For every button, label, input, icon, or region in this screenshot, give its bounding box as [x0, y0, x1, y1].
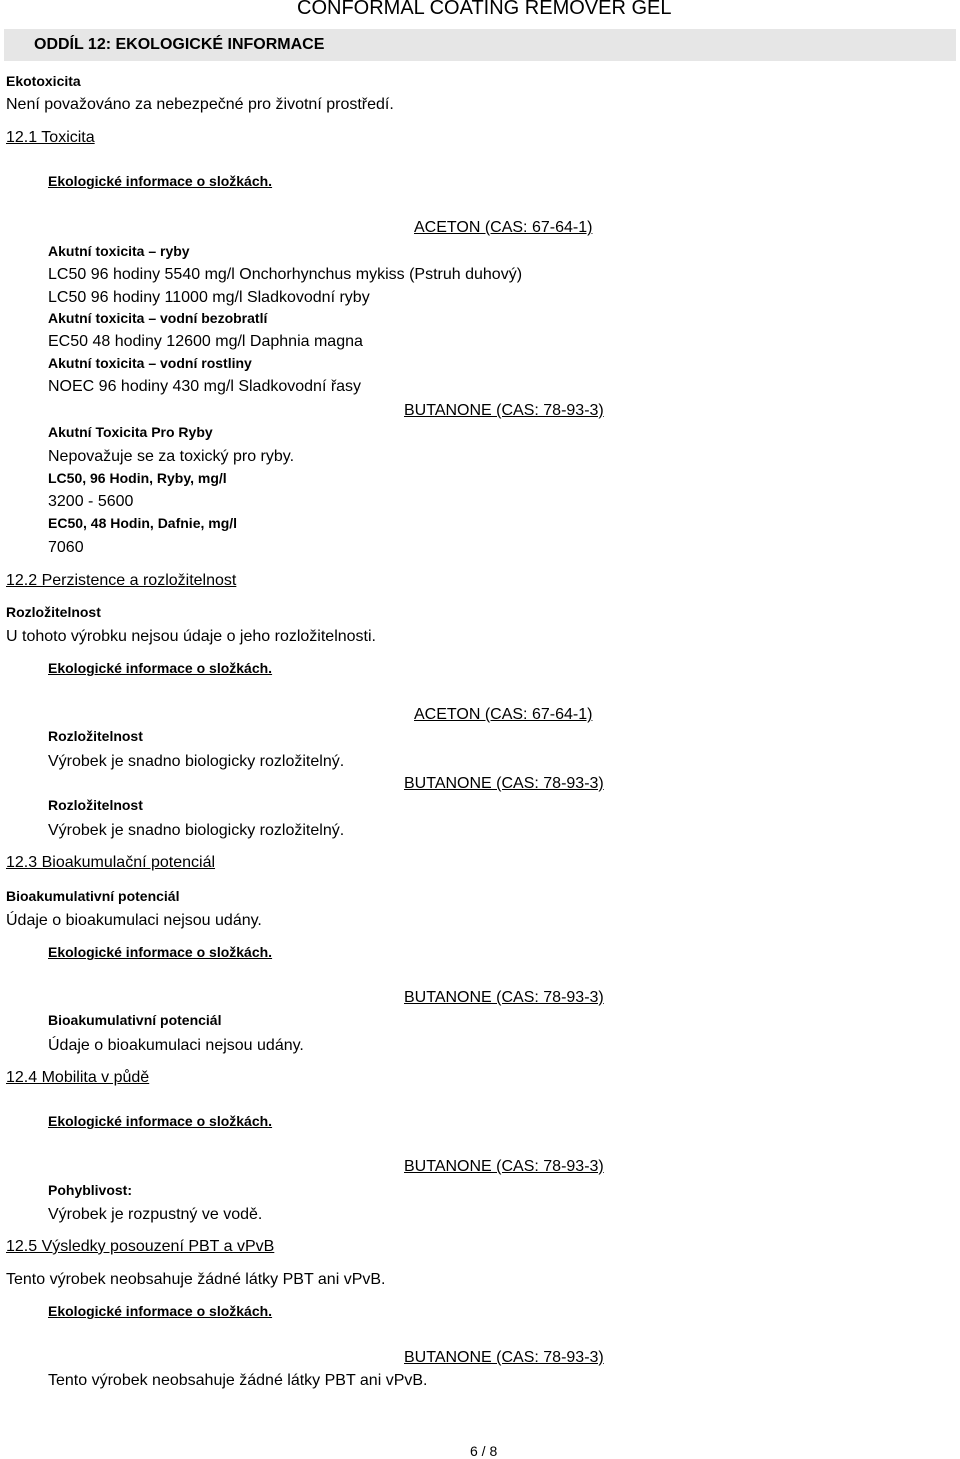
degradability-text: U tohoto výrobku nejsou údaje o jeho rozložitelnosti. — [6, 628, 376, 645]
butanone-cas-heading: BUTANONE (CAS: 78-93-3) — [404, 402, 604, 419]
eco-components-link: Ekologické informace o složkách. — [48, 944, 273, 960]
butanone-degradability-label: Rozložitelnost — [48, 797, 143, 813]
butanone-cas-heading: BUTANONE (CAS: 78-93-3) — [404, 1349, 604, 1366]
butanone-pbt-text: Tento výrobek neobsahuje žádné látky PBT ani vPvB. — [48, 1372, 428, 1389]
fish-toxicity-label: Akutní toxicita – ryby — [48, 243, 190, 259]
fish-acute-label: Akutní Toxicita Pro Ryby — [48, 424, 213, 440]
butanone-cas-heading: BUTANONE (CAS: 78-93-3) — [404, 775, 604, 792]
invertebrates-ec50-line: EC50 48 hodiny 12600 mg/l Daphnia magna — [48, 333, 363, 350]
aceton-degradability-text: Výrobek je snadno biologicky rozložitelný. — [48, 753, 345, 770]
butanone-cas-heading: BUTANONE (CAS: 78-93-3) — [404, 1158, 604, 1175]
ec50-label: EC50, 48 Hodin, Dafnie, mg/l — [48, 515, 238, 531]
eco-components-link: Ekologické informace o složkách. — [48, 1113, 273, 1129]
plants-noec-line: NOEC 96 hodiny 430 mg/l Sladkovodní řasy — [48, 378, 362, 395]
mobility-label: Pohyblivost: — [48, 1182, 133, 1198]
ecotox-label: Ekotoxicita — [6, 73, 81, 89]
page-number: 6 / 8 — [470, 1443, 498, 1459]
lc50-value: 3200 - 5600 — [48, 493, 134, 510]
bioaccumulation-text: Údaje o bioakumulaci nejsou udány. — [6, 912, 262, 929]
mobility-text: Výrobek je rozpustný ve vodě. — [48, 1206, 263, 1223]
bioaccumulation-label: Bioakumulativní potenciál — [6, 888, 180, 904]
fish-lc50-line-1: LC50 96 hodiny 5540 mg/l Onchorhynchus mykiss (Pstruh duhový) — [48, 266, 523, 283]
butanone-bioaccumulation-text: Údaje o bioakumulaci nejsou udány. — [48, 1037, 304, 1054]
butanone-degradability-text: Výrobek je snadno biologicky rozložitelný. — [48, 822, 345, 839]
ecotox-text: Není považováno za nebezpečné pro životní prostředí. — [6, 96, 394, 113]
fish-acute-text: Nepovažuje se za toxický pro ryby. — [48, 448, 295, 465]
fish-lc50-line-2: LC50 96 hodiny 11000 mg/l Sladkovodní ryby — [48, 289, 370, 306]
ec50-value: 7060 — [48, 539, 84, 556]
heading-12-2: 12.2 Perzistence a rozložitelnost — [6, 572, 237, 589]
heading-12-3: 12.3 Bioakumulační potenciál — [6, 854, 216, 871]
aceton-cas-heading: ACETON (CAS: 67-64-1) — [414, 219, 593, 236]
eco-components-link: Ekologické informace o složkách. — [48, 1303, 273, 1319]
butanone-cas-heading: BUTANONE (CAS: 78-93-3) — [404, 989, 604, 1006]
aceton-degradability-label: Rozložitelnost — [48, 728, 143, 744]
heading-12-5: 12.5 Výsledky posouzení PBT a vPvB — [6, 1238, 275, 1255]
butanone-bioaccumulation-label: Bioakumulativní potenciál — [48, 1012, 222, 1028]
degradability-label: Rozložitelnost — [6, 604, 101, 620]
eco-components-link: Ekologické informace o složkách. — [48, 660, 273, 676]
heading-12-1: 12.1 Toxicita — [6, 129, 95, 146]
aceton-cas-heading: ACETON (CAS: 67-64-1) — [414, 706, 593, 723]
section-title: ODDÍL 12: EKOLOGICKÉ INFORMACE — [34, 36, 325, 53]
document-title: CONFORMAL COATING REMOVER GEL — [297, 0, 672, 19]
pbt-text: Tento výrobek neobsahuje žádné látky PBT ani vPvB. — [6, 1271, 386, 1288]
heading-12-4: 12.4 Mobilita v půdě — [6, 1069, 150, 1086]
eco-components-link: Ekologické informace o složkách. — [48, 173, 273, 189]
plants-label: Akutní toxicita – vodní rostliny — [48, 355, 252, 371]
invertebrates-label: Akutní toxicita – vodní bezobratlí — [48, 310, 268, 326]
lc50-label: LC50, 96 Hodin, Ryby, mg/l — [48, 470, 227, 486]
